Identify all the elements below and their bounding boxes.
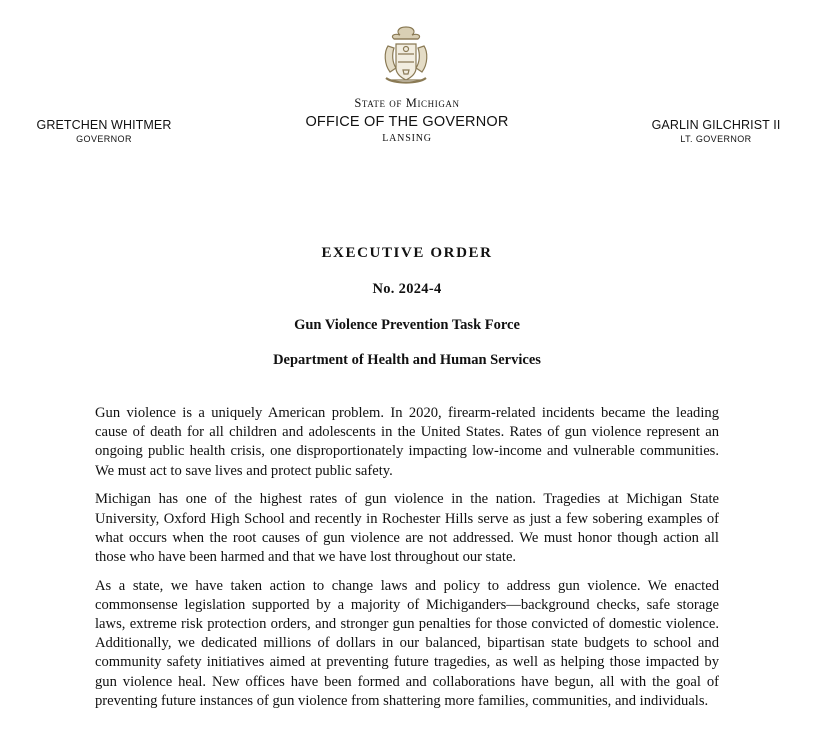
governor-block xyxy=(32,118,176,144)
document-body xyxy=(95,404,719,721)
letterhead xyxy=(257,96,557,144)
order-subject: Gun Violence Prevention Task Force xyxy=(294,317,520,333)
order-number: No. 2024-4 xyxy=(372,281,442,297)
department-name: Department of Health and Human Services xyxy=(273,352,541,368)
city-line: LANSING xyxy=(382,133,432,144)
lt-governor-title: LT. GOVERNOR xyxy=(680,134,752,144)
body-paragraph: Gun violence is a uniquely American problem. In 2020, firearm-related incidents became the leading cause of death for all children and adolescents in the United States. Rates of gun violence represent an ongoing public health crisis, one disproportionately impacting low-income and vulnerable communities. We must act to save lives and protect public safety. xyxy=(95,405,719,479)
document-heading: EXECUTIVE ORDER xyxy=(321,245,493,261)
lt-governor-block xyxy=(644,118,788,144)
michigan-state-seal-icon xyxy=(374,24,438,88)
governor-title: GOVERNOR xyxy=(76,134,132,144)
governor-name: GRETCHEN WHITMER xyxy=(36,118,172,132)
body-paragraph: Michigan has one of the highest rates of gun violence in the nation. Tragedies at Michigan State University, Oxford High School and recently in Rochester Hills serve as just a few sobering examples of what occurs when the root causes of gun violence are not addressed. We must honor though action all those who have been harmed and that we have lost throughout our state. xyxy=(95,491,719,565)
lt-governor-name: GARLIN GILCHRIST II xyxy=(651,118,781,132)
state-line: State of Michigan xyxy=(354,96,460,110)
office-line: OFFICE OF THE GOVERNOR xyxy=(305,114,509,130)
body-paragraph: As a state, we have taken action to change laws and policy to address gun violence. We enacted commonsense legislation supported by a majority of Michiganders—background checks, safe storage laws, extreme risk protection orders, and stronger gun penalties for those convicted of domestic violence. Additionally, we dedicated millions of dollars in our balanced, bipartisan state budgets to school and community safety initiatives aimed at preventing future tragedies, as well as helping those impacted by gun violence heal. New offices have been formed and collaborations have begun, all with the goal of preventing future instances of gun violence from shattering more families, communities, and individuals. xyxy=(95,577,719,709)
